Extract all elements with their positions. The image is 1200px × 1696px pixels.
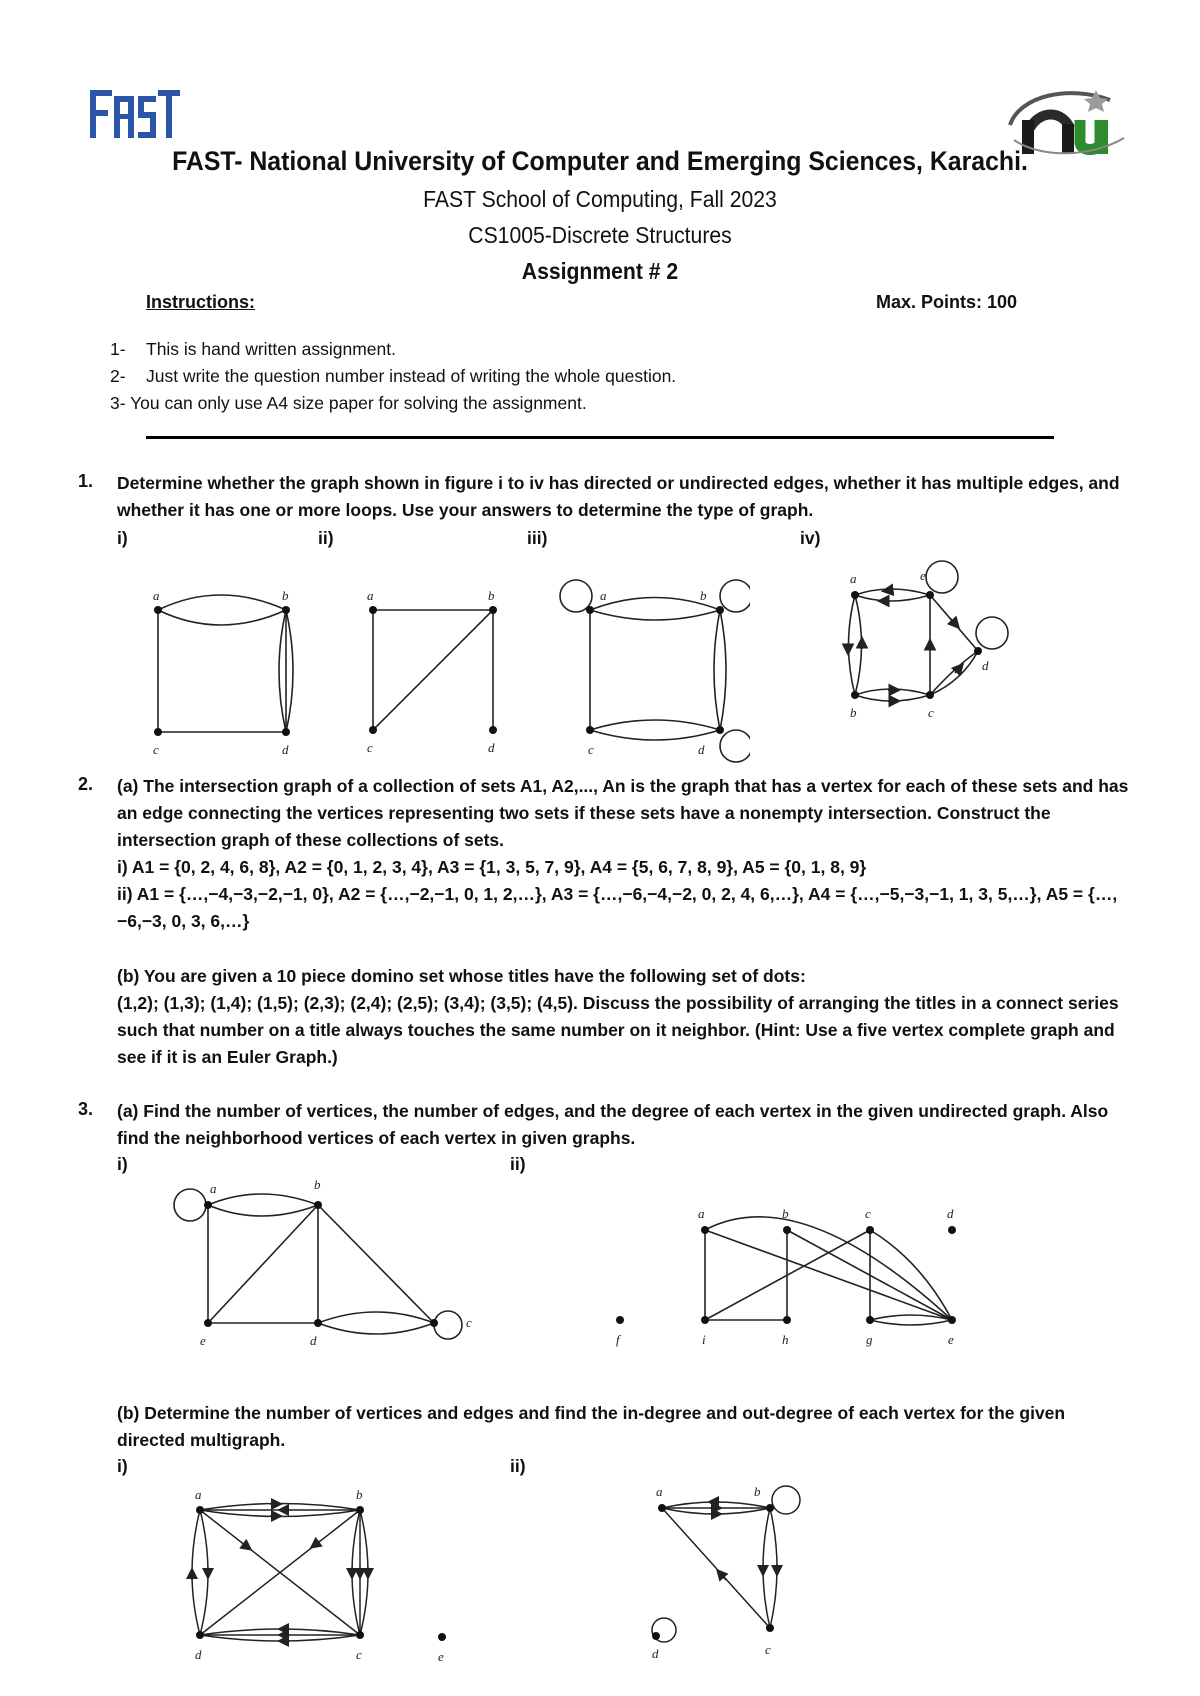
svg-text:c: c — [153, 742, 159, 757]
svg-text:e: e — [948, 1332, 954, 1347]
question-2a-text: (a) The intersection graph of a collection of sets A1, A2,..., An is the graph that has a vertex for each of these sets and has an edge connecting the vertices representing two sets if these sets have a nonempty intersection. Construct the intersection graph of these collections of sets. — [117, 776, 1129, 850]
q1-fig-label-i: i) — [117, 528, 128, 548]
question-1-text: Determine whether the graph shown in figure i to iv has directed or undirected edges, whether it has multiple edges, and whether it has one or more loops. Use your answers to determine the type of graph. — [117, 473, 1120, 520]
svg-text:c: c — [765, 1642, 771, 1657]
graph-figure-ii — [355, 580, 505, 760]
svg-text:d: d — [947, 1206, 954, 1221]
graph-figure-3a-i — [160, 1175, 490, 1355]
svg-text:d: d — [282, 742, 289, 757]
svg-text:b: b — [850, 705, 857, 720]
school-title: FAST School of Computing, Fall 2023 — [423, 186, 777, 212]
svg-text:b: b — [488, 588, 495, 603]
svg-text:b: b — [782, 1206, 789, 1221]
svg-text:a: a — [600, 588, 607, 603]
graph-figure-iii — [550, 570, 750, 770]
svg-text:d: d — [698, 742, 705, 757]
svg-text:e: e — [920, 568, 926, 583]
svg-text:d: d — [488, 740, 495, 755]
question-3-number: 3. — [78, 1099, 94, 1119]
svg-text:a: a — [195, 1487, 202, 1502]
instructions-list — [110, 336, 676, 417]
instruction-item: 1- This is hand written assignment. — [110, 339, 396, 359]
svg-text:d: d — [195, 1647, 202, 1662]
svg-text:c: c — [865, 1206, 871, 1221]
svg-text:e: e — [438, 1649, 444, 1664]
svg-text:g: g — [866, 1332, 873, 1347]
assignment-title: Assignment # 2 — [521, 258, 679, 284]
q3b-fig-label-ii: ii) — [510, 1456, 526, 1476]
q1-fig-label-ii: ii) — [318, 528, 334, 548]
q3a-fig-label-i: i) — [117, 1154, 128, 1174]
divider — [146, 436, 1054, 439]
svg-text:c: c — [588, 742, 594, 757]
question-3a-text: (a) Find the number of vertices, the number of edges, and the degree of each vertex in the given undirected graph. Also find the neighborhood vertices of each vertex in given graphs. — [117, 1101, 1109, 1148]
svg-text:a: a — [698, 1206, 705, 1221]
q3b-fig-label-i: i) — [117, 1456, 128, 1476]
svg-text:i: i — [702, 1332, 706, 1347]
graph-figure-iv — [830, 555, 1050, 740]
question-2a-i: i) A1 = {0, 2, 4, 6, 8}, A2 = {0, 1, 2, 3, 4}, A3 = {1, 3, 5, 7, 9}, A4 = {5, 6, 7, 8, 9}, A5 = {0, 1, 8, 9} — [117, 857, 867, 877]
svg-text:b: b — [754, 1484, 761, 1499]
svg-text:c: c — [928, 705, 934, 720]
svg-text:d: d — [652, 1646, 659, 1661]
svg-text:d: d — [982, 658, 989, 673]
graph-figure-3b-i — [170, 1485, 470, 1670]
q3a-fig-label-ii: ii) — [510, 1154, 526, 1174]
question-2-number: 2. — [78, 774, 94, 794]
university-title: FAST- National University of Computer and Emerging Sciences, Karachi. — [172, 146, 1028, 176]
svg-text:b: b — [356, 1487, 363, 1502]
svg-text:a: a — [656, 1484, 663, 1499]
question-2b-text: (1,2); (1,3); (1,4); (1,5); (2,3); (2,4); (2,5); (3,4); (3,5); (4,5). Discuss the possibility of arranging the titles in a connect series such that number on a title always touches the same number on it neighbor. (Hint: Use a five vertex complete graph and see if it is an Euler Graph.) — [117, 993, 1119, 1067]
question-2b-intro: (b) You are given a 10 piece domino set whose titles have the following set of dots: — [117, 966, 806, 986]
q1-fig-label-iv: iv) — [800, 528, 821, 548]
svg-text:a: a — [210, 1181, 217, 1196]
svg-text:b: b — [700, 588, 707, 603]
svg-text:c: c — [356, 1647, 362, 1662]
question-2a-ii: ii) A1 = {…,−4,−3,−2,−1, 0}, A2 = {…,−2,−1, 0, 1, 2,…}, A3 = {…,−6,−4,−2, 0, 2, 4, 6,…}, A4 = {…,−5,−3,−1, 1, 3, 5,…}, A5 = {…,−6,−3, 0, 3, 6,…} — [117, 884, 1118, 931]
fast-logo — [88, 86, 180, 142]
instruction-item: 3- You can only use A4 size paper for solving the assignment. — [110, 393, 587, 413]
svg-text:a: a — [153, 588, 160, 603]
svg-text:c: c — [466, 1315, 472, 1330]
graph-figure-3a-ii — [600, 1200, 980, 1350]
q1-fig-label-iii: iii) — [527, 528, 548, 548]
svg-text:b: b — [282, 588, 289, 603]
svg-text:d: d — [310, 1333, 317, 1348]
svg-text:b: b — [314, 1177, 321, 1192]
svg-text:e: e — [200, 1333, 206, 1348]
max-points: Max. Points: 100 — [876, 292, 1018, 312]
instruction-item: 2- Just write the question number instead of writing the whole question. — [110, 366, 677, 386]
svg-text:c: c — [367, 740, 373, 755]
question-3b-text: (b) Determine the number of vertices and edges and find the in-degree and out-degree of each vertex for the given directed multigraph. — [117, 1403, 1066, 1450]
graph-figure-i — [140, 580, 310, 760]
instructions-heading: Instructions: — [146, 292, 256, 312]
svg-text:f: f — [616, 1332, 620, 1347]
svg-text:h: h — [782, 1332, 789, 1347]
question-1-number: 1. — [78, 471, 94, 491]
svg-text:a: a — [850, 571, 857, 586]
svg-text:a: a — [367, 588, 374, 603]
course-title: CS1005-Discrete Structures — [468, 222, 732, 248]
graph-figure-3b-ii — [630, 1478, 860, 1663]
